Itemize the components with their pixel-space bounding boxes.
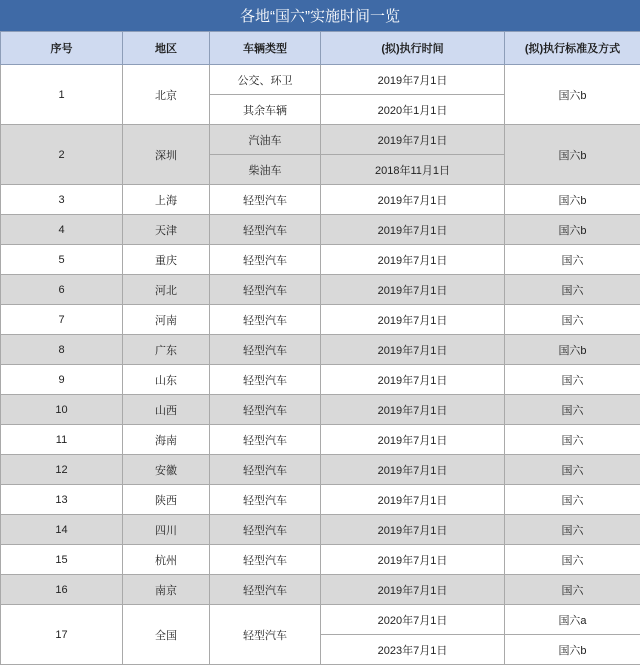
cell-no: 14 xyxy=(1,515,123,545)
header-no: 序号 xyxy=(1,32,123,65)
cell-region: 南京 xyxy=(123,575,210,605)
cell-region: 海南 xyxy=(123,425,210,455)
cell-vehicle-type: 轻型汽车 xyxy=(210,275,321,305)
cell-vehicle-type: 轻型汽车 xyxy=(210,545,321,575)
cell-no: 4 xyxy=(1,215,123,245)
header-standard: (拟)执行标准及方式 xyxy=(505,32,640,65)
cell-region: 安徽 xyxy=(123,455,210,485)
cell-vehicle-type: 轻型汽车 xyxy=(210,395,321,425)
cell-no: 6 xyxy=(1,275,123,305)
header-vehicle-type: 车辆类型 xyxy=(210,32,321,65)
cell-standard: 国六 xyxy=(505,305,640,335)
cell-no: 13 xyxy=(1,485,123,515)
cell-no: 12 xyxy=(1,455,123,485)
cell-no: 1 xyxy=(1,65,123,125)
cell-vehicle-type: 轻型汽车 xyxy=(210,605,321,665)
cell-date: 2019年7月1日 xyxy=(321,245,505,275)
table-row xyxy=(1,425,640,455)
cell-date: 2019年7月1日 xyxy=(321,395,505,425)
cell-vehicle-type: 轻型汽车 xyxy=(210,335,321,365)
cell-standard: 国六b xyxy=(505,185,640,215)
table-row xyxy=(1,365,640,395)
cell-region: 山西 xyxy=(123,395,210,425)
cell-vehicle-type: 轻型汽车 xyxy=(210,305,321,335)
implementation-table xyxy=(0,31,640,665)
cell-date: 2019年7月1日 xyxy=(321,545,505,575)
cell-no: 7 xyxy=(1,305,123,335)
cell-vehicle-type: 轻型汽车 xyxy=(210,575,321,605)
table-row xyxy=(1,485,640,515)
table-title: 各地“国六”实施时间一览 xyxy=(0,0,640,32)
cell-date: 2019年7月1日 xyxy=(321,365,505,395)
cell-region: 北京 xyxy=(123,65,210,125)
cell-standard: 国六 xyxy=(505,455,640,485)
table-row xyxy=(1,65,640,95)
cell-no: 8 xyxy=(1,335,123,365)
cell-date: 2023年7月1日 xyxy=(321,635,505,665)
cell-date: 2020年1月1日 xyxy=(321,95,505,125)
cell-standard: 国六 xyxy=(505,515,640,545)
cell-no: 16 xyxy=(1,575,123,605)
cell-region: 河北 xyxy=(123,275,210,305)
table-row xyxy=(1,515,640,545)
table-row xyxy=(1,395,640,425)
table-row xyxy=(1,185,640,215)
cell-standard: 国六 xyxy=(505,395,640,425)
cell-no: 15 xyxy=(1,545,123,575)
cell-vehicle-type: 轻型汽车 xyxy=(210,455,321,485)
table-row xyxy=(1,605,640,635)
cell-region: 深圳 xyxy=(123,125,210,185)
cell-date: 2019年7月1日 xyxy=(321,515,505,545)
cell-standard: 国六b xyxy=(505,125,640,185)
cell-vehicle-type: 轻型汽车 xyxy=(210,485,321,515)
cell-date: 2020年7月1日 xyxy=(321,605,505,635)
cell-date: 2019年7月1日 xyxy=(321,65,505,95)
cell-standard: 国六b xyxy=(505,635,640,665)
cell-vehicle-type: 其余车辆 xyxy=(210,95,321,125)
cell-date: 2019年7月1日 xyxy=(321,275,505,305)
cell-region: 广东 xyxy=(123,335,210,365)
cell-no: 11 xyxy=(1,425,123,455)
cell-date: 2019年7月1日 xyxy=(321,305,505,335)
cell-date: 2019年7月1日 xyxy=(321,575,505,605)
cell-standard: 国六b xyxy=(505,215,640,245)
cell-no: 3 xyxy=(1,185,123,215)
cell-date: 2019年7月1日 xyxy=(321,335,505,365)
cell-standard: 国六b xyxy=(505,65,640,125)
table-header-row xyxy=(1,32,640,65)
table-row xyxy=(1,575,640,605)
cell-date: 2019年7月1日 xyxy=(321,125,505,155)
cell-standard: 国六 xyxy=(505,425,640,455)
cell-region: 山东 xyxy=(123,365,210,395)
table-row xyxy=(1,545,640,575)
cell-no: 9 xyxy=(1,365,123,395)
table-row xyxy=(1,215,640,245)
cell-no: 5 xyxy=(1,245,123,275)
cell-region: 杭州 xyxy=(123,545,210,575)
table-row xyxy=(1,335,640,365)
cell-region: 河南 xyxy=(123,305,210,335)
cell-vehicle-type: 轻型汽车 xyxy=(210,185,321,215)
cell-vehicle-type: 汽油车 xyxy=(210,125,321,155)
cell-region: 上海 xyxy=(123,185,210,215)
cell-vehicle-type: 轻型汽车 xyxy=(210,425,321,455)
cell-region: 天津 xyxy=(123,215,210,245)
cell-vehicle-type: 公交、环卫 xyxy=(210,65,321,95)
cell-no: 17 xyxy=(1,605,123,665)
cell-standard: 国六 xyxy=(505,245,640,275)
cell-vehicle-type: 轻型汽车 xyxy=(210,245,321,275)
cell-vehicle-type: 轻型汽车 xyxy=(210,515,321,545)
cell-standard: 国六b xyxy=(505,335,640,365)
table-row xyxy=(1,125,640,155)
cell-date: 2019年7月1日 xyxy=(321,425,505,455)
cell-standard: 国六 xyxy=(505,365,640,395)
cell-standard: 国六 xyxy=(505,275,640,305)
cell-date: 2019年7月1日 xyxy=(321,215,505,245)
cell-no: 10 xyxy=(1,395,123,425)
header-region: 地区 xyxy=(123,32,210,65)
cell-region: 陕西 xyxy=(123,485,210,515)
cell-standard: 国六 xyxy=(505,575,640,605)
cell-region: 四川 xyxy=(123,515,210,545)
cell-date: 2019年7月1日 xyxy=(321,455,505,485)
cell-vehicle-type: 柴油车 xyxy=(210,155,321,185)
cell-date: 2019年7月1日 xyxy=(321,185,505,215)
table-row xyxy=(1,455,640,485)
cell-region: 重庆 xyxy=(123,245,210,275)
cell-standard: 国六 xyxy=(505,545,640,575)
cell-region: 全国 xyxy=(123,605,210,665)
cell-no: 2 xyxy=(1,125,123,185)
cell-date: 2018年11月1日 xyxy=(321,155,505,185)
table-row xyxy=(1,245,640,275)
cell-vehicle-type: 轻型汽车 xyxy=(210,365,321,395)
table-row xyxy=(1,275,640,305)
table-row xyxy=(1,305,640,335)
header-date: (拟)执行时间 xyxy=(321,32,505,65)
cell-vehicle-type: 轻型汽车 xyxy=(210,215,321,245)
cell-date: 2019年7月1日 xyxy=(321,485,505,515)
cell-standard: 国六a xyxy=(505,605,640,635)
cell-standard: 国六 xyxy=(505,485,640,515)
